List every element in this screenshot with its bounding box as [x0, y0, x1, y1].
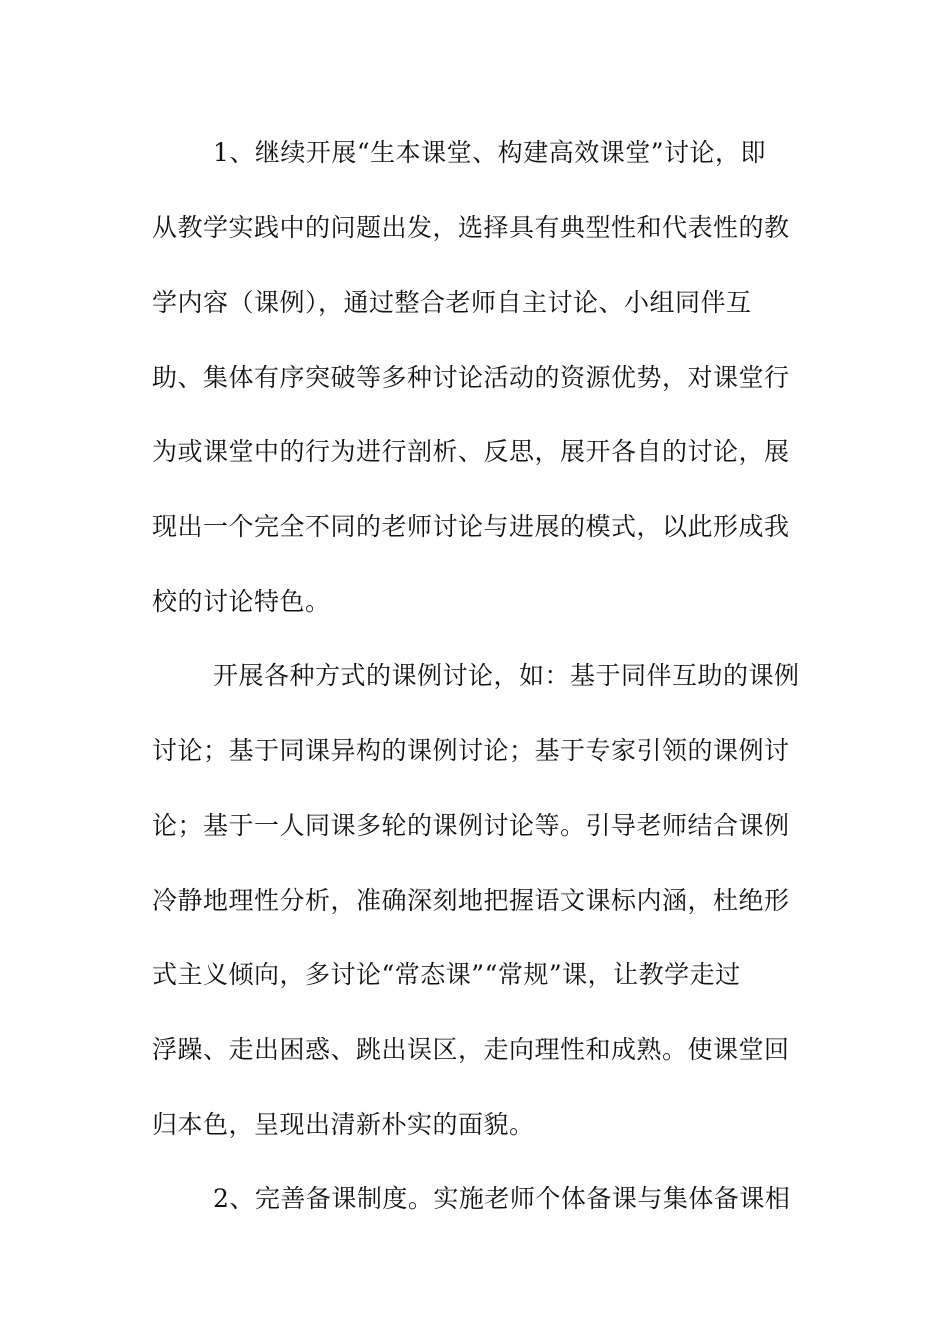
paragraph-1-line-1: 1、继续开展“生本课堂、构建高效课堂”讨论，即: [213, 138, 766, 167]
paragraph-2-line-1: 开展各种方式的课例讨论，如：基于同伴互助的课例: [213, 661, 800, 690]
paragraph-2-line-4: 冷静地理性分析，准确深刻地把握语文课标内涵，杜绝形: [152, 886, 790, 915]
paragraph-1-line-3: 学内容（课例），通过整合老师自主讨论、小组同伴互: [152, 288, 752, 317]
paragraph-2-line-5: 式主义倾向，多讨论“常态课”“常规”课，让教学走过: [152, 960, 741, 989]
paragraph-3-line-1: 2、完善备课制度。实施老师个体备课与集体备课相: [213, 1184, 791, 1213]
paragraph-1-line-7: 校的讨论特色。: [152, 587, 331, 616]
paragraph-2-line-2: 讨论；基于同课异构的课例讨论；基于专家引领的课例讨: [152, 736, 790, 765]
paragraph-1-line-6: 现出一个完全不同的老师讨论与进展的模式，以此形成我: [152, 512, 790, 541]
paragraph-1-line-5: 为或课堂中的行为进行剖析、反思，展开各自的讨论，展: [152, 437, 790, 466]
paragraph-2-line-3: 论；基于一人同课多轮的课例讨论等。引导老师结合课例: [152, 811, 790, 840]
paragraph-2-line-6: 浮躁、走出困惑、跳出误区，走向理性和成熟。使课堂回: [152, 1035, 790, 1064]
paragraph-1-line-4: 助、集体有序突破等多种讨论活动的资源优势，对课堂行: [152, 363, 790, 392]
paragraph-1-line-2: 从教学实践中的问题出发，选择具有典型性和代表性的教: [152, 213, 790, 242]
paragraph-2-line-7: 归本色，呈现出清新朴实的面貌。: [152, 1110, 535, 1139]
